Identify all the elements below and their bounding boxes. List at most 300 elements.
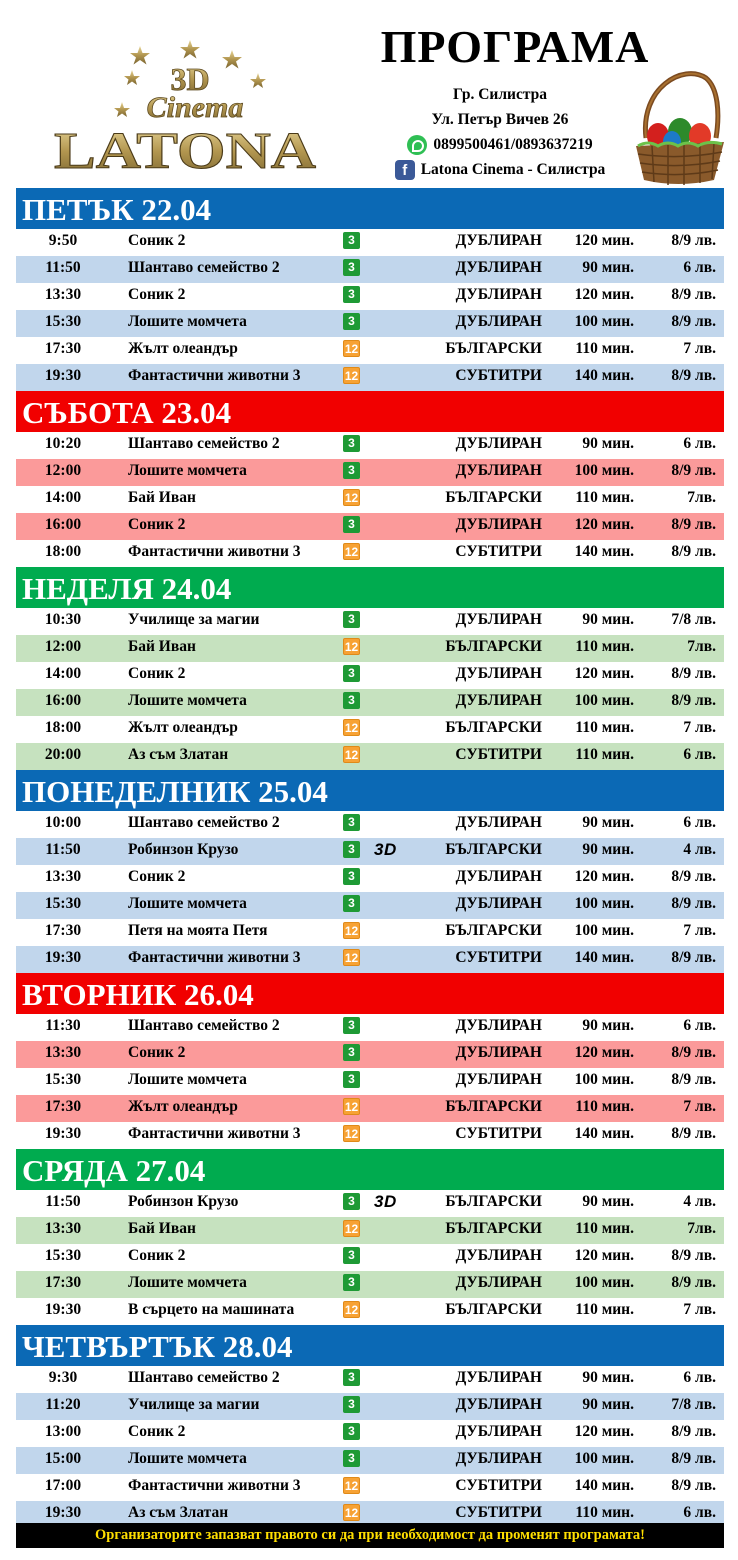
duration: 110 мин. (575, 719, 634, 736)
age-rating-icon: 12 (344, 924, 359, 938)
movie-title: Петя на моята Петя (128, 922, 268, 939)
showtime-row (16, 1244, 724, 1271)
movie-title: Соник 2 (128, 1247, 186, 1264)
showtime: 14:00 (44, 665, 82, 682)
movie-title: Фантастични животни 3 (128, 949, 301, 966)
day-header: СРЯДА 27.04 (16, 1149, 724, 1190)
price: 6 лв. (683, 1369, 716, 1386)
price: 7/8 лв. (671, 1396, 716, 1413)
showtime-row (16, 716, 724, 743)
language: СУБТИТРИ (455, 367, 542, 384)
duration: 110 мин. (575, 1504, 634, 1521)
showtime: 13:30 (44, 868, 82, 885)
showtime: 15:00 (44, 1450, 82, 1467)
price: 7лв. (687, 489, 716, 506)
duration: 100 мин. (574, 1274, 634, 1291)
showtime: 17:30 (44, 1098, 82, 1115)
latona-logo (50, 40, 320, 175)
showtime-row (16, 513, 724, 540)
contact-info (380, 82, 620, 182)
showtime-row (16, 635, 724, 662)
price: 8/9 лв. (671, 462, 716, 479)
language: ДУБЛИРАН (455, 611, 542, 628)
language: ДУБЛИРАН (455, 1071, 542, 1088)
format-3d-badge: 3D (374, 840, 397, 859)
language: ДУБЛИРАН (455, 1396, 542, 1413)
showtime-row (16, 1271, 724, 1298)
language: СУБТИТРИ (455, 1125, 542, 1142)
facebook-line (380, 157, 620, 182)
showtime-row (16, 919, 724, 946)
showtime-row (16, 811, 724, 838)
movie-title: Соник 2 (128, 868, 186, 885)
movie-title: Соник 2 (128, 665, 186, 682)
movie-title: Фантастични животни 3 (128, 367, 301, 384)
movie-title: Лошите момчета (128, 462, 247, 479)
showtime: 11:50 (45, 1193, 81, 1210)
movie-title: Жълт олеандър (128, 1098, 238, 1115)
price: 4 лв. (683, 841, 716, 858)
age-rating-icon: 3 (343, 692, 360, 709)
age-rating-icon: 3 (343, 665, 360, 682)
viber-icon (407, 135, 427, 155)
language: БЪЛГАРСКИ (445, 841, 542, 858)
showtime-row (16, 364, 724, 391)
showtime-row (16, 1447, 724, 1474)
logo-name-text: LATONA (54, 123, 317, 175)
age-rating-icon: 12 (344, 1479, 359, 1493)
language: БЪЛГАРСКИ (445, 1220, 542, 1237)
language: СУБТИТРИ (455, 949, 542, 966)
duration: 90 мин. (582, 1193, 634, 1210)
showtime-row (16, 1298, 724, 1325)
movie-title: Лошите момчета (128, 1450, 247, 1467)
showtime: 17:30 (44, 1274, 82, 1291)
price: 8/9 лв. (671, 868, 716, 885)
price: 8/9 лв. (671, 692, 716, 709)
age-rating-icon: 3 (343, 1396, 360, 1413)
movie-title: Жълт олеандър (128, 719, 238, 736)
duration: 140 мин. (574, 367, 634, 384)
price: 8/9 лв. (671, 286, 716, 303)
address-text: Ул. Петър Вичев 26 (431, 111, 569, 128)
price: 8/9 лв. (671, 895, 716, 912)
age-rating-icon: 12 (344, 1100, 359, 1114)
movie-title: Лошите момчета (128, 1071, 247, 1088)
easter-basket-image (628, 68, 728, 186)
language: СУБТИТРИ (455, 1504, 542, 1521)
duration: 90 мин. (582, 1369, 634, 1386)
movie-title: Соник 2 (128, 516, 186, 533)
showtime: 11:20 (45, 1396, 81, 1413)
duration: 90 мин. (582, 611, 634, 628)
showtime: 19:30 (44, 1301, 82, 1318)
age-rating-icon: 3 (343, 1017, 360, 1034)
age-rating-icon: 12 (344, 1506, 359, 1520)
price: 8/9 лв. (671, 665, 716, 682)
duration: 120 мин. (574, 1423, 634, 1440)
price: 7 лв. (683, 1301, 716, 1318)
age-rating-icon: 3 (343, 516, 360, 533)
showtime-row (16, 256, 724, 283)
language: ДУБЛИРАН (455, 1044, 542, 1061)
showtime-row (16, 689, 724, 716)
price: 8/9 лв. (671, 516, 716, 533)
age-rating-icon: 3 (343, 462, 360, 479)
showtime: 13:30 (44, 286, 82, 303)
showtime-row (16, 1217, 724, 1244)
age-rating-icon: 3 (343, 232, 360, 249)
language: СУБТИТРИ (455, 543, 542, 560)
showtime-row (16, 1366, 724, 1393)
showtime: 18:00 (44, 543, 82, 560)
showtime: 11:30 (45, 1017, 81, 1034)
duration: 120 мин. (574, 868, 634, 885)
duration: 100 мин. (574, 692, 634, 709)
city-text: Гр. Силистра (452, 86, 548, 103)
showtime-row (16, 946, 724, 973)
age-rating-icon: 3 (343, 435, 360, 452)
language: БЪЛГАРСКИ (445, 1301, 542, 1318)
price: 6 лв. (683, 1017, 716, 1034)
language: ДУБЛИРАН (455, 462, 542, 479)
movie-title: Бай Иван (128, 638, 196, 655)
movie-title: Шантаво семейство 2 (128, 1369, 280, 1386)
showtime: 20:00 (44, 746, 82, 763)
showtime: 19:30 (44, 1125, 82, 1142)
language: СУБТИТРИ (455, 1477, 542, 1494)
duration: 140 мин. (574, 1477, 634, 1494)
logo-cinema-text: Cinema (146, 91, 244, 124)
price: 8/9 лв. (671, 1274, 716, 1291)
price: 7 лв. (683, 922, 716, 939)
showtime: 9:50 (48, 232, 78, 249)
showtime-row (16, 432, 724, 459)
age-rating-icon: 3 (343, 868, 360, 885)
age-rating-icon: 3 (343, 1450, 360, 1467)
price: 7 лв. (683, 340, 716, 357)
price: 8/9 лв. (671, 1247, 716, 1264)
age-rating-icon: 3 (343, 1423, 360, 1440)
showtime-row (16, 1420, 724, 1447)
movie-title: Соник 2 (128, 1044, 186, 1061)
age-rating-icon: 3 (343, 895, 360, 912)
age-rating-icon: 3 (343, 1193, 360, 1210)
showtime: 10:00 (44, 814, 82, 831)
age-rating-icon: 12 (344, 721, 359, 735)
movie-title: Аз съм Златан (128, 1504, 229, 1521)
showtime: 15:30 (44, 313, 82, 330)
showtime: 17:00 (44, 1477, 82, 1494)
language: ДУБЛИРАН (455, 1247, 542, 1264)
age-rating-icon: 3 (343, 1044, 360, 1061)
showtime: 15:30 (44, 895, 82, 912)
day-header: НЕДЕЛЯ 24.04 (16, 567, 724, 608)
duration: 110 мин. (575, 746, 634, 763)
movie-title: В сърцето на машината (128, 1301, 295, 1318)
movie-title: Соник 2 (128, 232, 186, 249)
duration: 120 мин. (574, 1044, 634, 1061)
duration: 120 мин. (574, 516, 634, 533)
language: СУБТИТРИ (455, 746, 542, 763)
age-rating-icon: 12 (344, 491, 359, 505)
showtime: 19:30 (44, 367, 82, 384)
price: 4 лв. (683, 1193, 716, 1210)
movie-title: Лошите момчета (128, 692, 247, 709)
showtime-row (16, 838, 724, 865)
showtime-row (16, 337, 724, 364)
price: 8/9 лв. (671, 367, 716, 384)
day-header: ВТОРНИК 26.04 (16, 973, 724, 1014)
price: 7лв. (687, 638, 716, 655)
showtime-row (16, 283, 724, 310)
showtime: 18:00 (44, 719, 82, 736)
showtime-row (16, 1095, 724, 1122)
duration: 100 мин. (574, 1450, 634, 1467)
price: 6 лв. (683, 1504, 716, 1521)
showtime: 10:20 (44, 435, 82, 452)
age-rating-icon: 12 (344, 545, 359, 559)
price: 6 лв. (683, 814, 716, 831)
showtime-row (16, 459, 724, 486)
language: БЪЛГАРСКИ (445, 489, 542, 506)
showtime: 17:30 (44, 340, 82, 357)
showtime: 16:00 (44, 692, 82, 709)
schedule (16, 188, 724, 1528)
showtime-row (16, 743, 724, 770)
language: БЪЛГАРСКИ (445, 1193, 542, 1210)
duration: 100 мин. (574, 1071, 634, 1088)
movie-title: Шантаво семейство 2 (128, 259, 280, 276)
day-header: ПОНЕДЕЛНИК 25.04 (16, 770, 724, 811)
price: 8/9 лв. (671, 1071, 716, 1088)
age-rating-icon: 12 (344, 342, 359, 356)
language: ДУБЛИРАН (455, 232, 542, 249)
language: ДУБЛИРАН (455, 814, 542, 831)
logo-3d-text: 3D (170, 61, 210, 97)
duration: 120 мин. (574, 665, 634, 682)
movie-title: Робинзон Крузо (128, 1193, 239, 1210)
price: 8/9 лв. (671, 1125, 716, 1142)
footer-notice: Организаторите запазват правото си да при необходимост да променят програмата! (16, 1523, 724, 1548)
price: 6 лв. (683, 259, 716, 276)
language: БЪЛГАРСКИ (445, 1098, 542, 1115)
showtime: 15:30 (44, 1071, 82, 1088)
showtime: 11:50 (45, 259, 81, 276)
price: 8/9 лв. (671, 1423, 716, 1440)
price: 7/8 лв. (671, 611, 716, 628)
language: БЪЛГАРСКИ (445, 719, 542, 736)
price: 8/9 лв. (671, 232, 716, 249)
language: ДУБЛИРАН (455, 868, 542, 885)
duration: 110 мин. (575, 1220, 634, 1237)
facebook-icon: f (395, 160, 415, 180)
duration: 90 мин. (582, 259, 634, 276)
duration: 110 мин. (575, 638, 634, 655)
age-rating-icon: 3 (343, 841, 360, 858)
duration: 100 мин. (574, 313, 634, 330)
phone-line (380, 132, 620, 157)
age-rating-icon: 3 (343, 1369, 360, 1386)
duration: 140 мин. (574, 543, 634, 560)
movie-title: Лошите момчета (128, 1274, 247, 1291)
movie-title: Училище за магии (128, 1396, 260, 1413)
price: 8/9 лв. (671, 1450, 716, 1467)
language: ДУБЛИРАН (455, 286, 542, 303)
showtime-row (16, 608, 724, 635)
page-title: ПРОГРАМА (380, 21, 650, 72)
showtime-row (16, 1068, 724, 1095)
duration: 110 мин. (575, 340, 634, 357)
city-line (380, 82, 620, 107)
movie-title: Соник 2 (128, 286, 186, 303)
showtime-row (16, 1393, 724, 1420)
showtime: 10:30 (44, 611, 82, 628)
showtime: 12:00 (44, 462, 82, 479)
age-rating-icon: 12 (344, 640, 359, 654)
showtime: 17:30 (44, 922, 82, 939)
language: ДУБЛИРАН (455, 1017, 542, 1034)
facebook-text[interactable]: Latona Cinema - Силистра (420, 161, 606, 178)
showtime: 11:50 (45, 841, 81, 858)
age-rating-icon: 12 (344, 1127, 359, 1141)
showtime-row (16, 1041, 724, 1068)
duration: 90 мин. (582, 841, 634, 858)
language: ДУБЛИРАН (455, 692, 542, 709)
movie-title: Шантаво семейство 2 (128, 1017, 280, 1034)
movie-title: Бай Иван (128, 489, 196, 506)
age-rating-icon: 3 (343, 259, 360, 276)
format-3d-badge: 3D (374, 1192, 397, 1211)
price: 6 лв. (683, 746, 716, 763)
showtime-row (16, 1190, 724, 1217)
movie-title: Бай Иван (128, 1220, 196, 1237)
showtime: 19:30 (44, 949, 82, 966)
price: 8/9 лв. (671, 313, 716, 330)
duration: 120 мин. (574, 286, 634, 303)
showtime: 9:30 (48, 1369, 78, 1386)
price: 8/9 лв. (671, 543, 716, 560)
duration: 100 мин. (574, 895, 634, 912)
price: 8/9 лв. (671, 1044, 716, 1061)
day-header: ПЕТЪК 22.04 (16, 188, 724, 229)
language: ДУБЛИРАН (455, 1274, 542, 1291)
duration: 90 мин. (582, 1396, 634, 1413)
price: 7 лв. (683, 719, 716, 736)
header (0, 0, 738, 186)
duration: 90 мин. (582, 1017, 634, 1034)
age-rating-icon: 12 (344, 748, 359, 762)
movie-title: Фантастични животни 3 (128, 1477, 301, 1494)
age-rating-icon: 12 (344, 1303, 359, 1317)
showtime-row (16, 1122, 724, 1149)
age-rating-icon: 3 (343, 1071, 360, 1088)
showtime-row (16, 310, 724, 337)
language: ДУБЛИРАН (455, 313, 542, 330)
showtime-row (16, 486, 724, 513)
showtime-row (16, 1474, 724, 1501)
movie-title: Лошите момчета (128, 313, 247, 330)
language: ДУБЛИРАН (455, 1369, 542, 1386)
showtime: 13:00 (44, 1423, 82, 1440)
duration: 110 мин. (575, 1098, 634, 1115)
language: ДУБЛИРАН (455, 1450, 542, 1467)
duration: 100 мин. (574, 922, 634, 939)
movie-title: Аз съм Златан (128, 746, 229, 763)
showtime-row (16, 892, 724, 919)
showtime: 15:30 (44, 1247, 82, 1264)
language: ДУБЛИРАН (455, 895, 542, 912)
showtime-row (16, 662, 724, 689)
movie-title: Робинзон Крузо (128, 841, 239, 858)
address-line (380, 107, 620, 132)
language: БЪЛГАРСКИ (445, 922, 542, 939)
movie-title: Шантаво семейство 2 (128, 435, 280, 452)
duration: 110 мин. (575, 489, 634, 506)
showtime: 16:00 (44, 516, 82, 533)
day-header: СЪБОТА 23.04 (16, 391, 724, 432)
phone-text[interactable]: 0899500461/0893637219 (433, 136, 593, 153)
age-rating-icon: 12 (344, 369, 359, 383)
age-rating-icon: 3 (343, 1247, 360, 1264)
movie-title: Фантастични животни 3 (128, 543, 301, 560)
duration: 90 мин. (582, 435, 634, 452)
price: 7лв. (687, 1220, 716, 1237)
duration: 90 мин. (582, 814, 634, 831)
movie-title: Жълт олеандър (128, 340, 238, 357)
language: БЪЛГАРСКИ (445, 638, 542, 655)
showtime-row (16, 540, 724, 567)
age-rating-icon: 3 (343, 611, 360, 628)
movie-title: Шантаво семейство 2 (128, 814, 280, 831)
language: ДУБЛИРАН (455, 1423, 542, 1440)
language: БЪЛГАРСКИ (445, 340, 542, 357)
duration: 120 мин. (574, 1247, 634, 1264)
latona-logo-graphic (50, 40, 320, 175)
showtime-row (16, 865, 724, 892)
day-header: ЧЕТВЪРТЪК 28.04 (16, 1325, 724, 1366)
showtime-row (16, 229, 724, 256)
showtime-row (16, 1014, 724, 1041)
age-rating-icon: 3 (343, 286, 360, 303)
language: ДУБЛИРАН (455, 435, 542, 452)
age-rating-icon: 12 (344, 1222, 359, 1236)
price: 8/9 лв. (671, 1477, 716, 1494)
duration: 110 мин. (575, 1301, 634, 1318)
duration: 140 мин. (574, 949, 634, 966)
age-rating-icon: 3 (343, 1274, 360, 1291)
showtime: 13:30 (44, 1044, 82, 1061)
age-rating-icon: 3 (343, 814, 360, 831)
price: 8/9 лв. (671, 949, 716, 966)
showtime: 14:00 (44, 489, 82, 506)
age-rating-icon: 3 (343, 313, 360, 330)
duration: 140 мин. (574, 1125, 634, 1142)
movie-title: Соник 2 (128, 1423, 186, 1440)
price: 6 лв. (683, 435, 716, 452)
language: ДУБЛИРАН (455, 516, 542, 533)
movie-title: Фантастични животни 3 (128, 1125, 301, 1142)
showtime: 19:30 (44, 1504, 82, 1521)
movie-title: Лошите момчета (128, 895, 247, 912)
language: ДУБЛИРАН (455, 259, 542, 276)
language: ДУБЛИРАН (455, 665, 542, 682)
price: 7 лв. (683, 1098, 716, 1115)
movie-title: Училище за магии (128, 611, 260, 628)
showtime: 12:00 (44, 638, 82, 655)
showtime: 13:30 (44, 1220, 82, 1237)
age-rating-icon: 12 (344, 951, 359, 965)
